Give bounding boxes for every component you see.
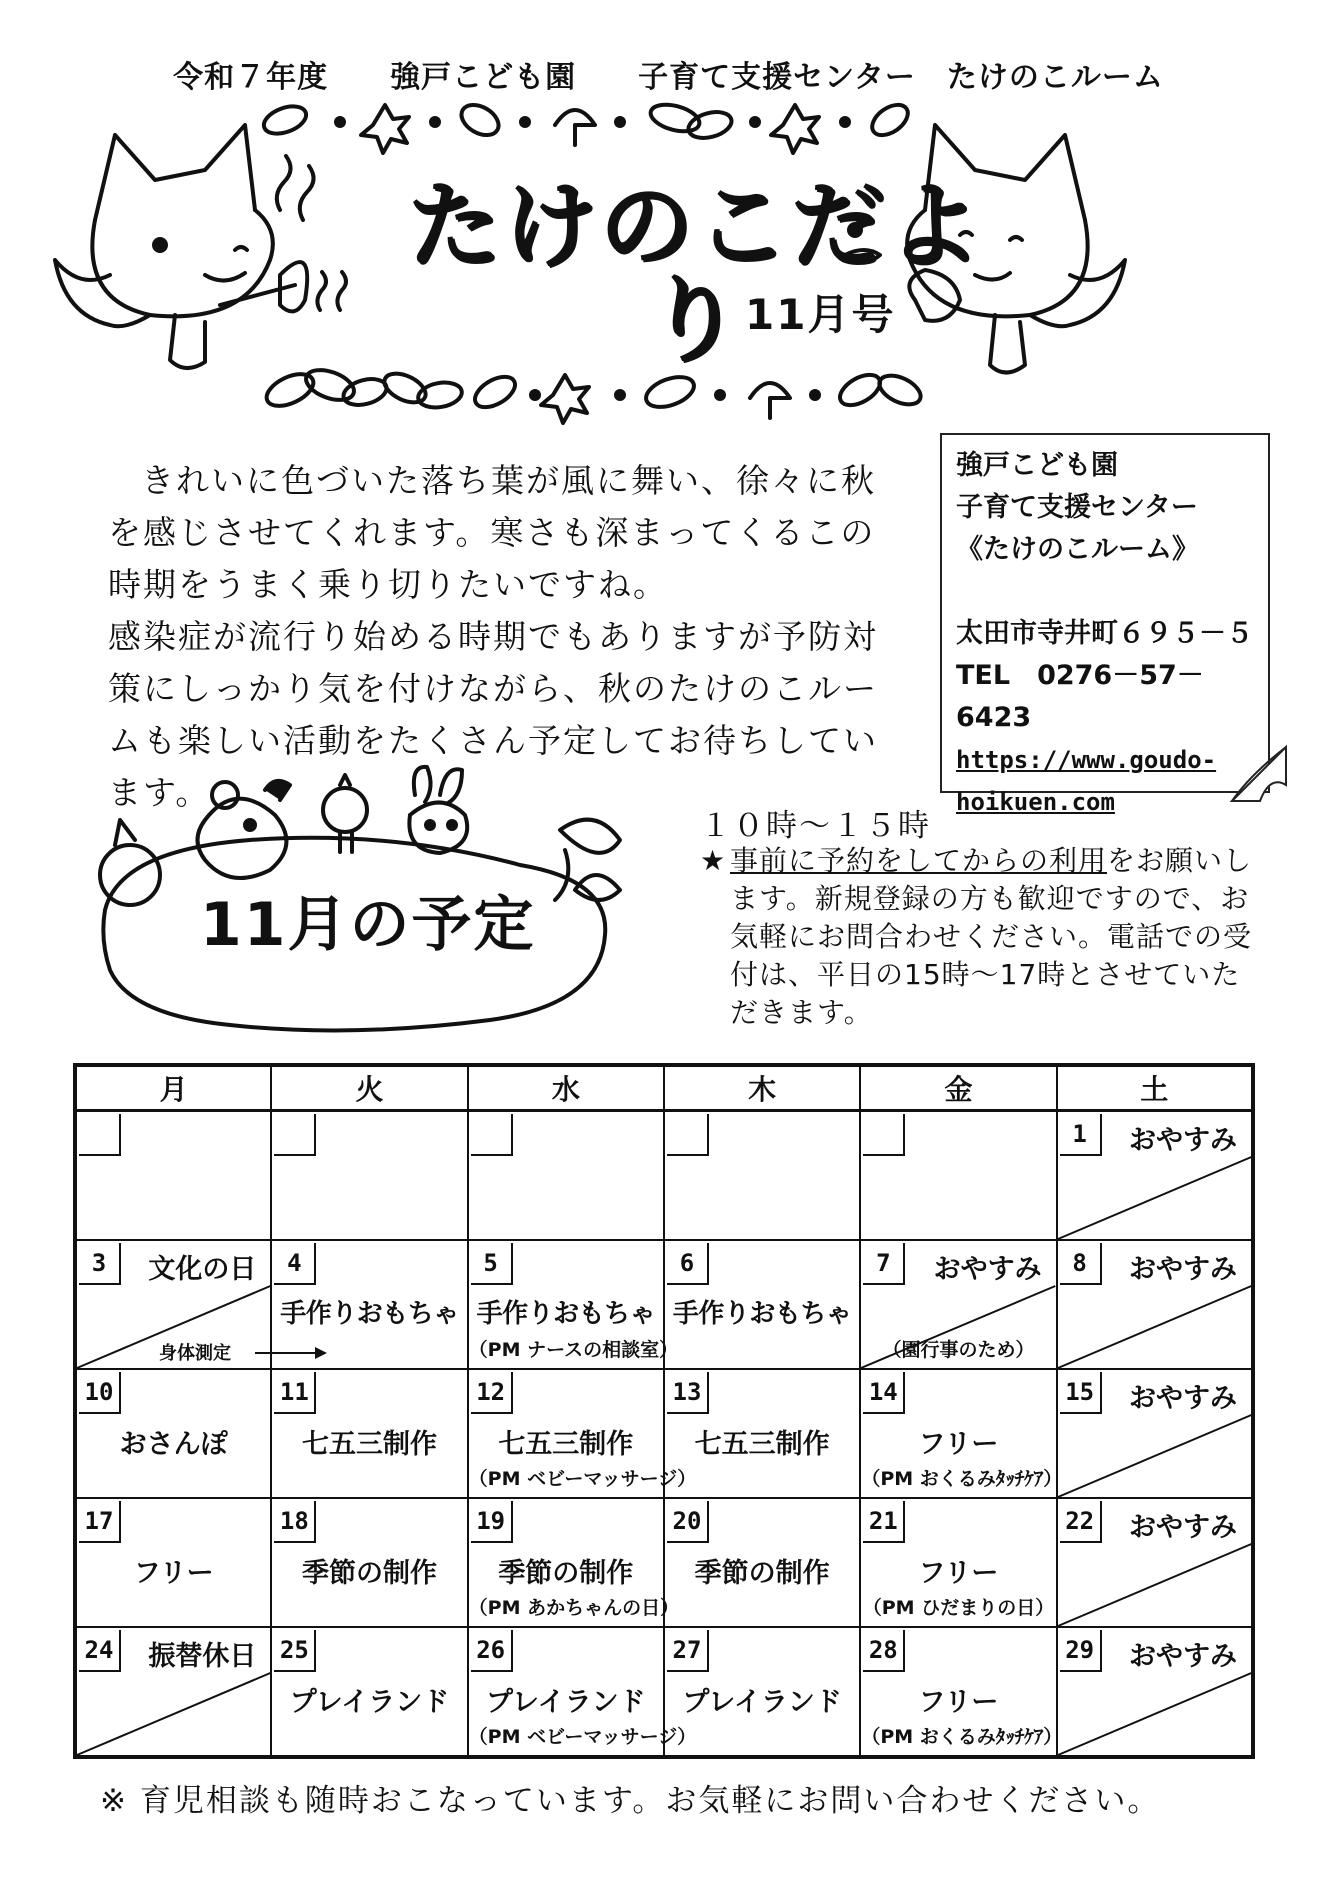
calendar-day-cell xyxy=(1057,1240,1253,1369)
day-activity: 手作りおもちゃ xyxy=(672,1299,852,1329)
day-activity: 季節の制作 xyxy=(301,1558,437,1589)
calendar-day-cell xyxy=(860,1111,1056,1241)
day-number xyxy=(274,1114,316,1156)
reservation-notice xyxy=(700,842,1260,1032)
day-activity: プレイランド xyxy=(682,1687,842,1718)
calendar-day-cell xyxy=(75,1627,271,1757)
leaf-decoration-top xyxy=(260,99,913,153)
day-activity: 季節の制作 xyxy=(498,1558,634,1589)
day-number: 5 xyxy=(471,1243,513,1285)
day-activity: 七五三制作 xyxy=(301,1429,437,1460)
day-note: （PM あかちゃんの日） xyxy=(468,1597,680,1619)
day-label: おやすみ xyxy=(1129,1125,1237,1156)
day-number: 8 xyxy=(1060,1243,1102,1285)
contact-room: 《たけのこルーム》 xyxy=(956,534,1199,565)
day-number: 18 xyxy=(274,1501,316,1543)
weekday-tue: 火 xyxy=(271,1065,467,1111)
day-activity: 七五三制作 xyxy=(498,1429,634,1460)
day-number xyxy=(667,1114,709,1156)
day-number: 1 xyxy=(1060,1114,1102,1156)
day-label: おやすみ xyxy=(933,1254,1042,1285)
page-curl-decoration xyxy=(1230,745,1288,803)
day-number xyxy=(79,1114,121,1156)
contact-center: 子育て支援センター xyxy=(956,492,1198,523)
day-number: 24 xyxy=(79,1630,121,1672)
calendar-day-cell xyxy=(75,1111,271,1241)
weekday-thu: 木 xyxy=(664,1065,860,1111)
calendar-day-cell xyxy=(1057,1369,1253,1498)
day-number: 7 xyxy=(863,1243,905,1285)
day-number: 25 xyxy=(274,1630,316,1672)
day-activity: 季節の制作 xyxy=(694,1558,830,1589)
day-label: おやすみ xyxy=(1129,1512,1237,1543)
day-number: 21 xyxy=(863,1501,905,1543)
weekday-header-row xyxy=(75,1065,1253,1111)
day-number: 14 xyxy=(863,1372,905,1414)
day-number: 13 xyxy=(667,1372,709,1414)
left-fox-illustration xyxy=(55,125,346,368)
day-number: 27 xyxy=(667,1630,709,1672)
calendar-day-cell xyxy=(271,1498,467,1627)
calendar-day-cell xyxy=(860,1627,1063,1757)
day-note: （PM ナースの相談室） xyxy=(468,1339,679,1361)
day-number: 3 xyxy=(79,1243,121,1285)
day-activity: 七五三制作 xyxy=(694,1429,830,1460)
schedule-title: 11月の予定 xyxy=(200,890,536,960)
calendar-week-row xyxy=(75,1111,1253,1241)
day-number: 28 xyxy=(863,1630,905,1672)
calendar-day-cell xyxy=(664,1369,860,1498)
calendar-day-cell xyxy=(860,1240,1056,1369)
day-number: 11 xyxy=(274,1372,316,1414)
day-number: 15 xyxy=(1060,1372,1102,1414)
calendar-day-cell xyxy=(271,1111,467,1241)
contact-org: 強戸こども園 xyxy=(956,450,1118,481)
leaf-decoration-bottom xyxy=(262,364,925,423)
calendar-day-cell xyxy=(75,1498,271,1627)
intro-paragraph-2: 感染症が流行り始める時期でもありますが予防対策にしっかり気を付けながら、秋のたけのこルームも楽しい活動をたくさん予定してお待ちしています。 xyxy=(108,617,878,812)
day-number: 22 xyxy=(1060,1501,1102,1543)
calendar-week-row xyxy=(75,1498,1253,1627)
day-note: （園行事のため） xyxy=(882,1339,1035,1361)
calendar-day-cell xyxy=(468,1240,679,1369)
day-note: （PM ひだまりの日） xyxy=(862,1597,1055,1619)
calendar-week-row xyxy=(75,1627,1253,1757)
newsletter-title: たけのこだより xyxy=(406,172,983,375)
day-activity: 手作りおもちゃ xyxy=(476,1299,656,1329)
measurement-note: 身体測定 xyxy=(159,1343,231,1364)
opening-hours: １０時～１５時 xyxy=(700,808,931,844)
day-note: （PM ベビーマッサージ） xyxy=(468,1726,697,1748)
calendar-day-cell xyxy=(271,1627,467,1757)
contact-tel: TEL 0276－57－6423 xyxy=(956,660,1204,733)
day-number: 26 xyxy=(471,1630,513,1672)
day-activity: フリー xyxy=(918,1429,999,1460)
calendar-day-cell xyxy=(664,1111,860,1241)
day-label: 振替休日 xyxy=(148,1641,257,1672)
contact-address: 太田市寺井町６９５－５ xyxy=(956,618,1253,649)
day-activity: プレイランド xyxy=(486,1687,646,1718)
day-note: （PM ベビーマッサージ） xyxy=(468,1468,697,1490)
intro-paragraph-1: きれいに色づいた落ち葉が風に舞い、徐々に秋を感じさせてくれます。寒さも深まってくるこの時期をうまく乗り切りたいですね。 xyxy=(108,461,876,604)
day-number xyxy=(471,1114,513,1156)
calendar-day-cell xyxy=(271,1369,467,1498)
day-note: （PM おくるみﾀｯﾁｹｱ） xyxy=(861,1726,1063,1748)
calendar-day-cell xyxy=(75,1240,271,1369)
calendar-day-cell xyxy=(1057,1498,1253,1627)
calendar-day-cell xyxy=(664,1240,860,1369)
day-number: 20 xyxy=(667,1501,709,1543)
footer-note: ※ 育児相談も随時おこなっています。お気軽にお問い合わせください。 xyxy=(100,1783,1161,1819)
notice-underlined: 事前に予約をしてからの利用 xyxy=(730,844,1108,877)
contact-url-line1[interactable]: https://www.goudo- xyxy=(956,746,1217,774)
day-label: おやすみ xyxy=(1129,1641,1237,1672)
calendar-day-cell xyxy=(664,1498,860,1627)
star-icon: ★ xyxy=(700,844,727,877)
day-number: 29 xyxy=(1060,1630,1102,1672)
contact-url-line2[interactable]: hoikuen.com xyxy=(956,788,1115,816)
day-activity: プレイランド xyxy=(289,1687,450,1718)
day-number: 12 xyxy=(471,1372,513,1414)
calendar-day-cell xyxy=(271,1240,467,1369)
weekday-mon: 月 xyxy=(75,1065,271,1111)
day-number: 10 xyxy=(79,1372,121,1414)
monthly-calendar xyxy=(73,1063,1255,1759)
day-label: おやすみ xyxy=(1129,1383,1237,1414)
day-activity: フリー xyxy=(918,1687,999,1718)
day-activity: おさんぽ xyxy=(119,1429,228,1460)
weekday-wed: 水 xyxy=(468,1065,664,1111)
weekday-fri: 金 xyxy=(860,1065,1056,1111)
intro-text xyxy=(108,455,883,819)
day-number: 19 xyxy=(471,1501,513,1543)
day-number: 17 xyxy=(79,1501,121,1543)
contact-card xyxy=(940,433,1270,816)
day-number xyxy=(863,1114,905,1156)
calendar-day-cell xyxy=(860,1369,1063,1498)
day-activity: 手作りおもちゃ xyxy=(280,1299,459,1329)
calendar-day-cell xyxy=(468,1111,664,1241)
calendar-day-cell xyxy=(1057,1111,1253,1241)
calendar-week-row xyxy=(75,1369,1253,1498)
calendar-day-cell xyxy=(468,1498,680,1627)
day-activity: フリー xyxy=(918,1558,999,1589)
notice-text: をお願いします。新規登録の方も歓迎ですので、お気軽にお問合わせください。電話での受付は、平日の15時～17時とさせていただきます。 xyxy=(730,844,1253,1029)
calendar-day-cell xyxy=(860,1498,1056,1627)
day-note: （PM おくるみﾀｯﾁｹｱ） xyxy=(861,1468,1063,1490)
calendar-day-cell xyxy=(75,1369,271,1498)
day-label: おやすみ xyxy=(1129,1254,1237,1285)
calendar-day-cell xyxy=(1057,1627,1253,1757)
weekday-sat: 土 xyxy=(1057,1065,1253,1111)
day-activity: フリー xyxy=(133,1558,214,1589)
day-number: 4 xyxy=(274,1243,316,1285)
calendar-day-cell xyxy=(664,1627,860,1757)
header-topline: 令和７年度 強戸こども園 子育て支援センター たけのこルーム xyxy=(173,60,1164,95)
issue-label: 11月号 xyxy=(745,290,896,339)
calendar-week-row xyxy=(75,1240,1253,1369)
day-label: 文化の日 xyxy=(148,1254,257,1285)
day-number: 6 xyxy=(667,1243,709,1285)
